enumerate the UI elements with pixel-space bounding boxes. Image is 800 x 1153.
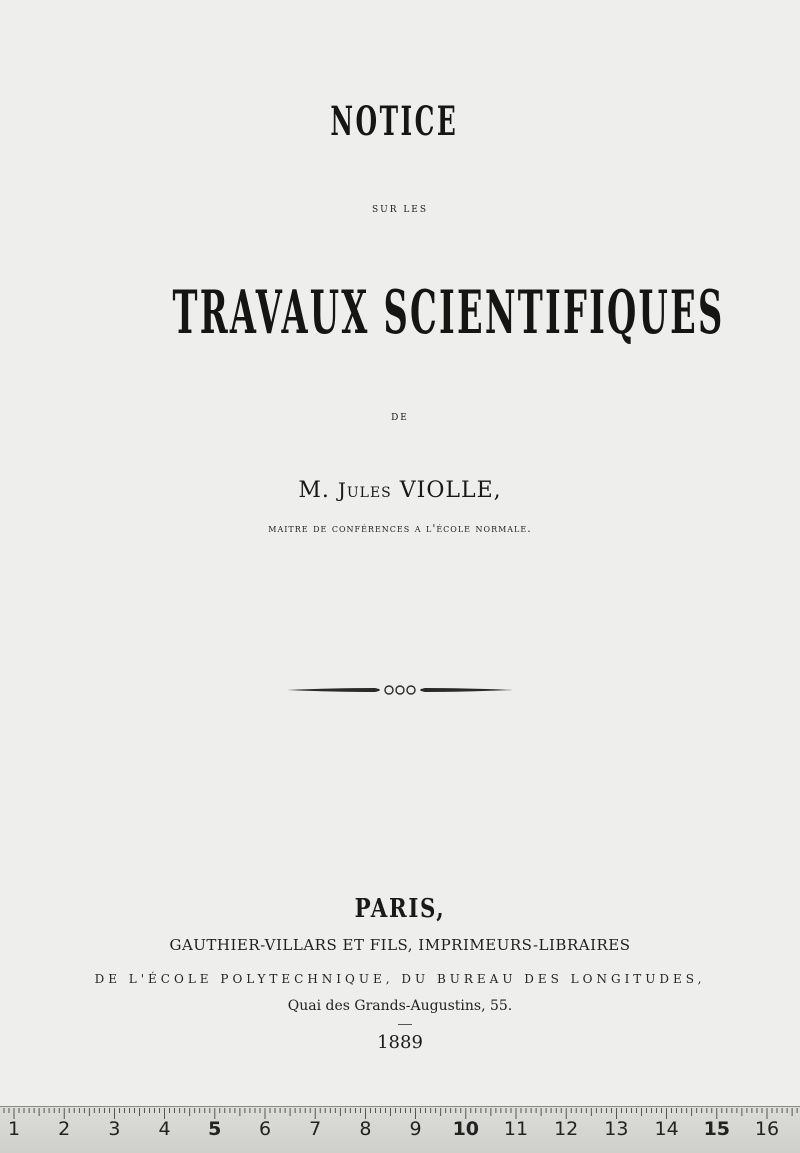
author-prefix: M. [298,478,330,503]
ruler-number: 1 [7,1118,21,1140]
connector-de: DE [391,413,409,423]
author-title: maitre de conférences a l'école normale. [268,522,532,535]
ruler-number: 4 [158,1118,171,1140]
city: PARIS, [354,894,446,924]
ruler-number: 12 [554,1118,579,1140]
title-travaux-scientifiques: TRAVAUX SCIENTIFIQUES [172,278,725,348]
publisher-subtitle: DE L'ÉCOLE POLYTECHNIQUE, DU BUREAU DES LONGITUDES, [94,972,706,986]
ornament-divider [285,682,515,698]
ruler-number: 2 [58,1118,71,1140]
title-notice: NOTICE [330,98,459,145]
ruler-number: 15 [703,1118,731,1140]
ruler-number: 13 [604,1118,629,1140]
separator-dash [398,1024,412,1025]
author-name [0,478,800,503]
ruler-number: 14 [654,1118,679,1140]
ruler-number: 10 [452,1118,480,1140]
ruler-number: 16 [754,1118,780,1140]
ruler-number: 6 [258,1118,272,1140]
address: Quai des Grands-Augustins, 55. [287,998,513,1014]
connector-sur-les: SUR LES [371,205,429,215]
author-last-name: VIOLLE, [399,478,502,503]
publisher: GAUTHIER-VILLARS ET FILS, IMPRIMEURS-LIBRAIRES [169,936,631,954]
ruler-number: 7 [309,1118,322,1140]
author-first-name: Jules [337,478,392,502]
ruler-number: 8 [359,1118,372,1140]
ruler-number: 11 [503,1118,529,1140]
ruler-number: 3 [108,1118,121,1140]
ruler-number: 5 [208,1118,222,1140]
ruler-number: 9 [409,1118,422,1140]
year: 1889 [377,1032,423,1053]
